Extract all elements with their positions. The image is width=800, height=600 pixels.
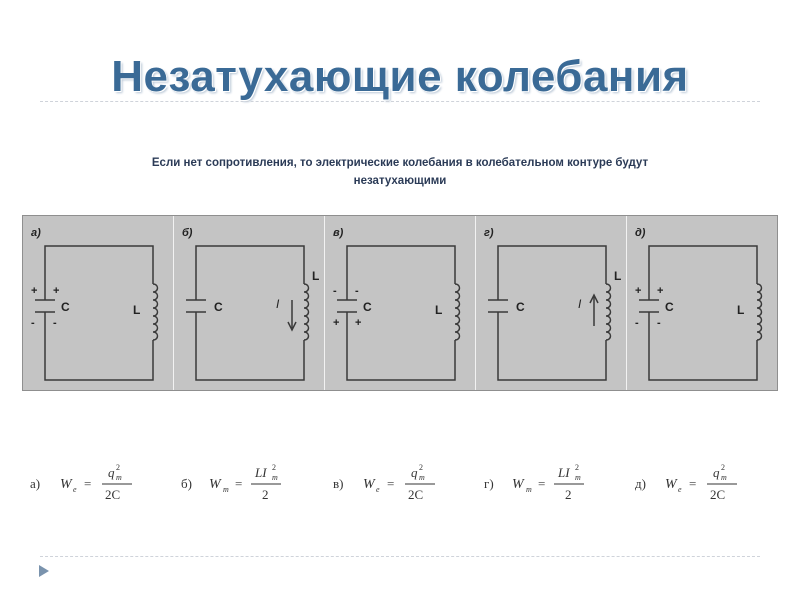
formula-label: г) [483, 476, 494, 491]
panel-b-label: б) [182, 227, 193, 239]
subtitle-line-2: незатухающими [353, 175, 447, 187]
formula-numerator: q [713, 465, 720, 480]
energy-formulas [28, 458, 773, 508]
circuit-panel-b [174, 216, 325, 390]
circuit-a-diagram [23, 216, 173, 390]
circuit-c-diagram [325, 216, 475, 390]
formula-label: в) [332, 476, 343, 491]
charge-sign: - [635, 317, 639, 329]
formula-power: 2 [574, 463, 579, 472]
formula-label: д) [635, 476, 646, 491]
subtitle-line-1: Если нет сопротивления, то электрические колебания в колебательном контуре будут [151, 157, 649, 169]
inductor-label: L [435, 303, 443, 317]
charge-sign: - [333, 285, 337, 297]
panel-d-label: г) [484, 227, 494, 239]
circuit-d-diagram [476, 216, 626, 390]
formula-lhs: W [511, 477, 524, 492]
formula-num-subscript: m [418, 473, 425, 482]
formula-d [482, 458, 622, 508]
charge-sign: - [31, 317, 35, 329]
bottom-divider [40, 556, 760, 557]
formula-num-subscript: m [116, 473, 122, 482]
slide-subtitle [80, 154, 720, 190]
formula-b [179, 458, 319, 508]
formula-power: 2 [721, 463, 725, 472]
formula-e [633, 458, 773, 508]
circuit-panel-d [476, 216, 627, 390]
formula-subscript: e [375, 485, 380, 494]
formula-power: 2 [116, 463, 120, 472]
charge-sign: + [31, 285, 38, 297]
svg-text:=: = [689, 476, 697, 491]
circuit-panel-e [627, 216, 777, 390]
circuit-b-diagram [174, 216, 324, 390]
capacitor-label: C [516, 300, 525, 314]
charge-sign: - [355, 285, 359, 297]
capacitor-label: C [665, 300, 674, 314]
formula-subscript: e [678, 485, 682, 494]
formula-denominator: 2C [407, 487, 423, 502]
formula-numerator: LI [255, 465, 267, 480]
formula-numerator: q [108, 465, 115, 480]
capacitor-label: C [363, 300, 372, 314]
top-divider [40, 101, 760, 102]
inductor-label: L [133, 303, 141, 317]
formula-power: 2 [418, 463, 423, 472]
circuit-panel-c [325, 216, 476, 390]
formula-denominator: 2 [262, 487, 269, 502]
formula-denominator: 2C [710, 487, 726, 502]
current-label: I [276, 297, 280, 311]
circuit-panel-a [23, 216, 174, 390]
formula-subscript: m [223, 485, 230, 494]
formula-denominator: 2C [105, 487, 121, 502]
panel-e-label: д) [635, 227, 646, 239]
slide-title: Незатухающие колебания [111, 52, 689, 101]
panel-c-label: в) [333, 227, 344, 239]
charge-sign: + [53, 285, 60, 297]
svg-text:=: = [235, 476, 243, 491]
circuit-diagrams [22, 215, 778, 391]
formula-lhs: W [209, 477, 221, 492]
inductor-label: L [737, 303, 745, 317]
capacitor-label: C [214, 300, 223, 314]
formula-lhs: W [60, 477, 72, 492]
inductor-label: L [614, 269, 622, 283]
svg-text:=: = [386, 476, 394, 491]
formula-lhs: W [362, 477, 375, 492]
charge-sign: - [657, 317, 661, 329]
formula-numerator: LI [557, 465, 570, 480]
charge-sign: + [657, 285, 664, 297]
charge-sign: + [333, 317, 340, 329]
charge-sign: + [635, 285, 642, 297]
charge-sign: - [53, 317, 57, 329]
panel-a-label: а) [31, 227, 41, 239]
current-label: I [578, 297, 582, 311]
formula-a [28, 458, 168, 508]
formula-label: б) [181, 476, 193, 491]
svg-text:=: = [537, 476, 546, 491]
formula-num-subscript: m [574, 473, 581, 482]
formula-c [331, 458, 471, 508]
formula-power: 2 [272, 463, 277, 472]
formula-denominator: 2 [564, 487, 572, 502]
svg-text:=: = [84, 476, 92, 491]
formula-numerator: q [410, 465, 417, 480]
circuit-e-diagram [627, 216, 777, 390]
formula-subscript: e [73, 485, 77, 494]
play-arrow-icon[interactable] [38, 564, 50, 578]
formula-num-subscript: m [272, 473, 279, 482]
formula-num-subscript: m [721, 473, 727, 482]
inductor-label: L [312, 269, 320, 283]
formula-subscript: m [525, 485, 532, 494]
charge-sign: + [355, 317, 362, 329]
capacitor-label: C [61, 300, 70, 314]
formula-lhs: W [665, 477, 677, 492]
formula-label: а) [30, 476, 41, 491]
